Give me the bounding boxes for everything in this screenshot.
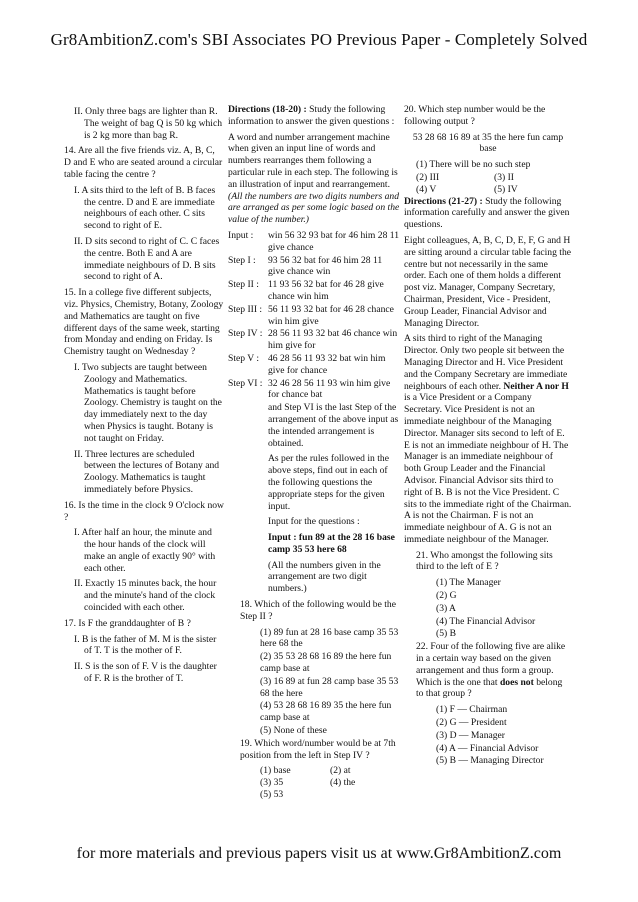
option: (5) None of these — [260, 725, 327, 737]
step-row — [228, 328, 400, 352]
option: (3) 35 — [260, 777, 284, 789]
option: (5) B — Managing Director — [436, 755, 544, 767]
step-text: 11 93 56 32 bat for 46 28 give chance win him — [268, 279, 384, 302]
option: (2) 35 53 28 68 16 89 the here fun camp base at — [260, 651, 392, 675]
directions-title: Directions (18-20) : — [228, 104, 307, 115]
option: (3) 16 89 at fun 28 camp base 35 53 68 the here — [260, 675, 399, 699]
question-16: 16. Is the time in the clock 9 O'clock now ? — [64, 499, 224, 523]
intro-paragraph — [228, 132, 400, 226]
step-label: Input : — [228, 229, 254, 241]
arrangement-text-c: is a Vice President or a Company Secretary. Vice President is not an immediate neighbour of the Managing Director. Manager sits second to left of E. E is not an immediate neighbour of H. The Manager is an immediate neighbour of both Group Leader and the Financial Advisor. Financial Advisor sits third to right of B. B is not the Vice President. C sits to the immediate right of the Chairman. A is not the Chairman. F is not an immediate neighbour of A. G is not an immediate neighbour of the Manager. — [404, 392, 572, 545]
option: (1) The Manager — [436, 577, 501, 589]
step-row — [228, 378, 400, 402]
q17-statement-1: I. B is the father of M. M is the sister of T. T is the mother of F. — [74, 633, 217, 657]
q14-statement-2: II. D sits second to right of C. C faces the centre. Both E and A are immediate neighbours of D. B sits second to right of A. — [74, 235, 220, 283]
step-label: Step I : — [228, 254, 256, 266]
step-row — [228, 279, 400, 303]
step-label: Step IV : — [228, 328, 263, 340]
arrangement-text-bold: Neither A nor H — [503, 380, 569, 392]
step-label: Step V : — [228, 352, 260, 364]
option: (5) IV — [494, 183, 518, 195]
step-row — [228, 255, 400, 279]
column-middle — [228, 104, 400, 801]
q13-statement-2: II. Only three bags are lighter than R. The weight of bag Q is 50 kg which is 2 kg more than bag R. — [74, 106, 223, 141]
question-22 — [416, 641, 572, 700]
q20-output-line: 53 28 68 16 89 at 35 the here fun camp base — [412, 131, 564, 155]
arrangement-text-a: A sits third to right of the Managing Director. Only two people sit between the Managing Director and H. Vice President and the Company Secretary are immediate neighbours of each other. — [404, 333, 568, 392]
q22-text-a: 22. Four of the following five are alike in a certain way based on the given arrangement and thus form a group. Which is the one that — [416, 641, 566, 688]
option: (4) the — [330, 777, 356, 789]
option: (2) G — [436, 590, 457, 602]
step-text: 46 28 56 11 93 32 bat win him give for chance — [268, 352, 386, 376]
step-text: 32 46 28 56 11 93 win him give for chance bat — [268, 377, 391, 401]
option: (1) There will be no such step — [416, 159, 531, 171]
q19-options — [260, 765, 400, 800]
option: (1) 89 fun at 28 16 base camp 35 53 here 68 the — [260, 626, 399, 650]
input-line: Input : fun 89 at the 28 16 base camp 35 53 here 68 — [268, 532, 395, 555]
intro-text: A word and number arrangement machine when given an input line of words and numbers rearranges them following a particular rule in each step. The following is an illustration of input and rearrangement. — [228, 131, 398, 190]
question-15: 15. In a college five different subjects, viz. Physics, Chemistry, Botany, Zoology and Mathematics are taught on five different days of the same week, starting from Monday and ending on Friday. Is Chemistry taught on Wednesday ? — [64, 287, 224, 358]
q14-statement-1: I. A sits third to the left of B. B faces the centre. D and E are immediate neighbours of each other. C sits second to right of E. — [74, 184, 216, 232]
step-text: 28 56 11 93 32 bat 46 chance win him give for — [268, 328, 398, 352]
option: (4) V — [416, 183, 437, 195]
question-21: 21. Who amongst the following sits third to the left of E ? — [416, 549, 553, 573]
step-text: win 56 32 93 bat for 46 him 28 11 give chance — [268, 229, 400, 253]
step-list — [228, 230, 400, 401]
question-14: 14. Are all the five friends viz. A, B, C, D and E who are seated around a circular table facing the centre ? — [64, 145, 223, 180]
q15-statement-1: I. Two subjects are taught between Zoology and Mathematics. Mathematics is taught before Zoology. Chemistry is taught on the day immediately next to the day when Physics is taught. Botany is not taught on Friday. — [74, 361, 222, 444]
option: (5) B — [436, 628, 456, 640]
intro-note: (All the numbers are two digits numbers and are arranged as per some logic based on the value of the number.) — [228, 190, 400, 226]
directions-text: Study the following information carefully and answer the given questions. — [404, 195, 570, 231]
column-left — [64, 104, 224, 689]
step-label: Step VI : — [228, 377, 263, 389]
question-19: 19. Which word/number would be at 7th position from the left in Step IV ? — [240, 737, 396, 761]
final-step-note: and Step VI is the last Step of the arrangement of the above input as the intended arrangement is obtained. — [268, 402, 399, 449]
option: (5) 53 — [260, 789, 284, 801]
q17-statement-2: II. S is the son of F. V is the daughter of F. R is the brother of T. — [74, 661, 217, 685]
question-17: 17. Is F the granddaughter of B ? — [64, 617, 191, 629]
option: (2) III — [416, 171, 440, 183]
directions-title: Directions (21-27) : — [404, 195, 483, 207]
option: (1) base — [260, 765, 291, 777]
option: (2) at — [330, 765, 351, 777]
option: (3) D — Manager — [436, 729, 505, 741]
page-header: Gr8AmbitionZ.com's SBI Associates PO Previous Paper - Completely Solved — [50, 30, 588, 49]
option: (3) A — [436, 602, 456, 614]
directions-text: Study the following information to answer the given questions : — [228, 104, 395, 127]
option: (4) The Financial Advisor — [436, 615, 536, 627]
page-footer: for more materials and previous papers visit us at www.Gr8AmbitionZ.com — [76, 845, 562, 862]
q22-text-bold: does not — [499, 676, 534, 688]
input-heading: Input for the questions : — [268, 516, 360, 528]
q22-text-c: belong to that group ? — [416, 676, 563, 700]
numbers-note: (All the numbers given in the arrangement are two digit numbers.) — [268, 559, 381, 595]
directions-21-27 — [404, 196, 572, 231]
colleagues-paragraph: Eight colleagues, A, B, C, D, E, F, G and H are sitting around a circular table facing the centre but not necessarily in the same order. Each one of them holds a different post viz. Manager, Company Secretary, Chairman, President, Vice - President, Group Leader, Financial Advisor and Managing Director. — [404, 234, 572, 329]
option: (4) 53 28 68 16 89 35 the here fun camp base at — [260, 700, 392, 724]
q20-options — [416, 172, 572, 196]
step-label: Step III : — [228, 303, 263, 315]
step-label: Step II : — [228, 279, 259, 291]
option: (4) A — Financial Advisor — [436, 742, 539, 754]
option: (3) II — [494, 171, 514, 183]
q16-statement-1: I. After half an hour, the minute and the hour hands of the clock will make an angle of exactly 90° with each other. — [74, 527, 216, 574]
question-18: 18. Which of the following would be the Step II ? — [240, 599, 396, 622]
option: (2) G — President — [436, 717, 507, 729]
directions-18-20 — [228, 104, 400, 128]
question-20: 20. Which step number would be the following output ? — [404, 104, 546, 127]
arrangement-paragraph — [404, 333, 572, 545]
step-text: 56 11 93 32 bat for 46 28 chance win him give — [268, 303, 394, 327]
q15-statement-2: II. Three lectures are scheduled between the lectures of Botany and Zoology. Mathematics is taught immediately before Physics. — [74, 448, 220, 495]
step-text: 93 56 32 bat for 46 him 28 11 give chance win — [268, 254, 383, 278]
q16-statement-2: II. Exactly 15 minutes back, the hour and the minute's hand of the clock coincided with each other. — [74, 578, 217, 614]
column-right — [404, 104, 572, 768]
rules-note: As per the rules followed in the above steps, find out in each of the following questions the appropriate steps for the given input. — [268, 453, 389, 512]
option: (1) F — Chairman — [436, 704, 508, 716]
step-row — [228, 230, 400, 254]
step-row — [228, 353, 400, 377]
step-row — [228, 304, 400, 328]
